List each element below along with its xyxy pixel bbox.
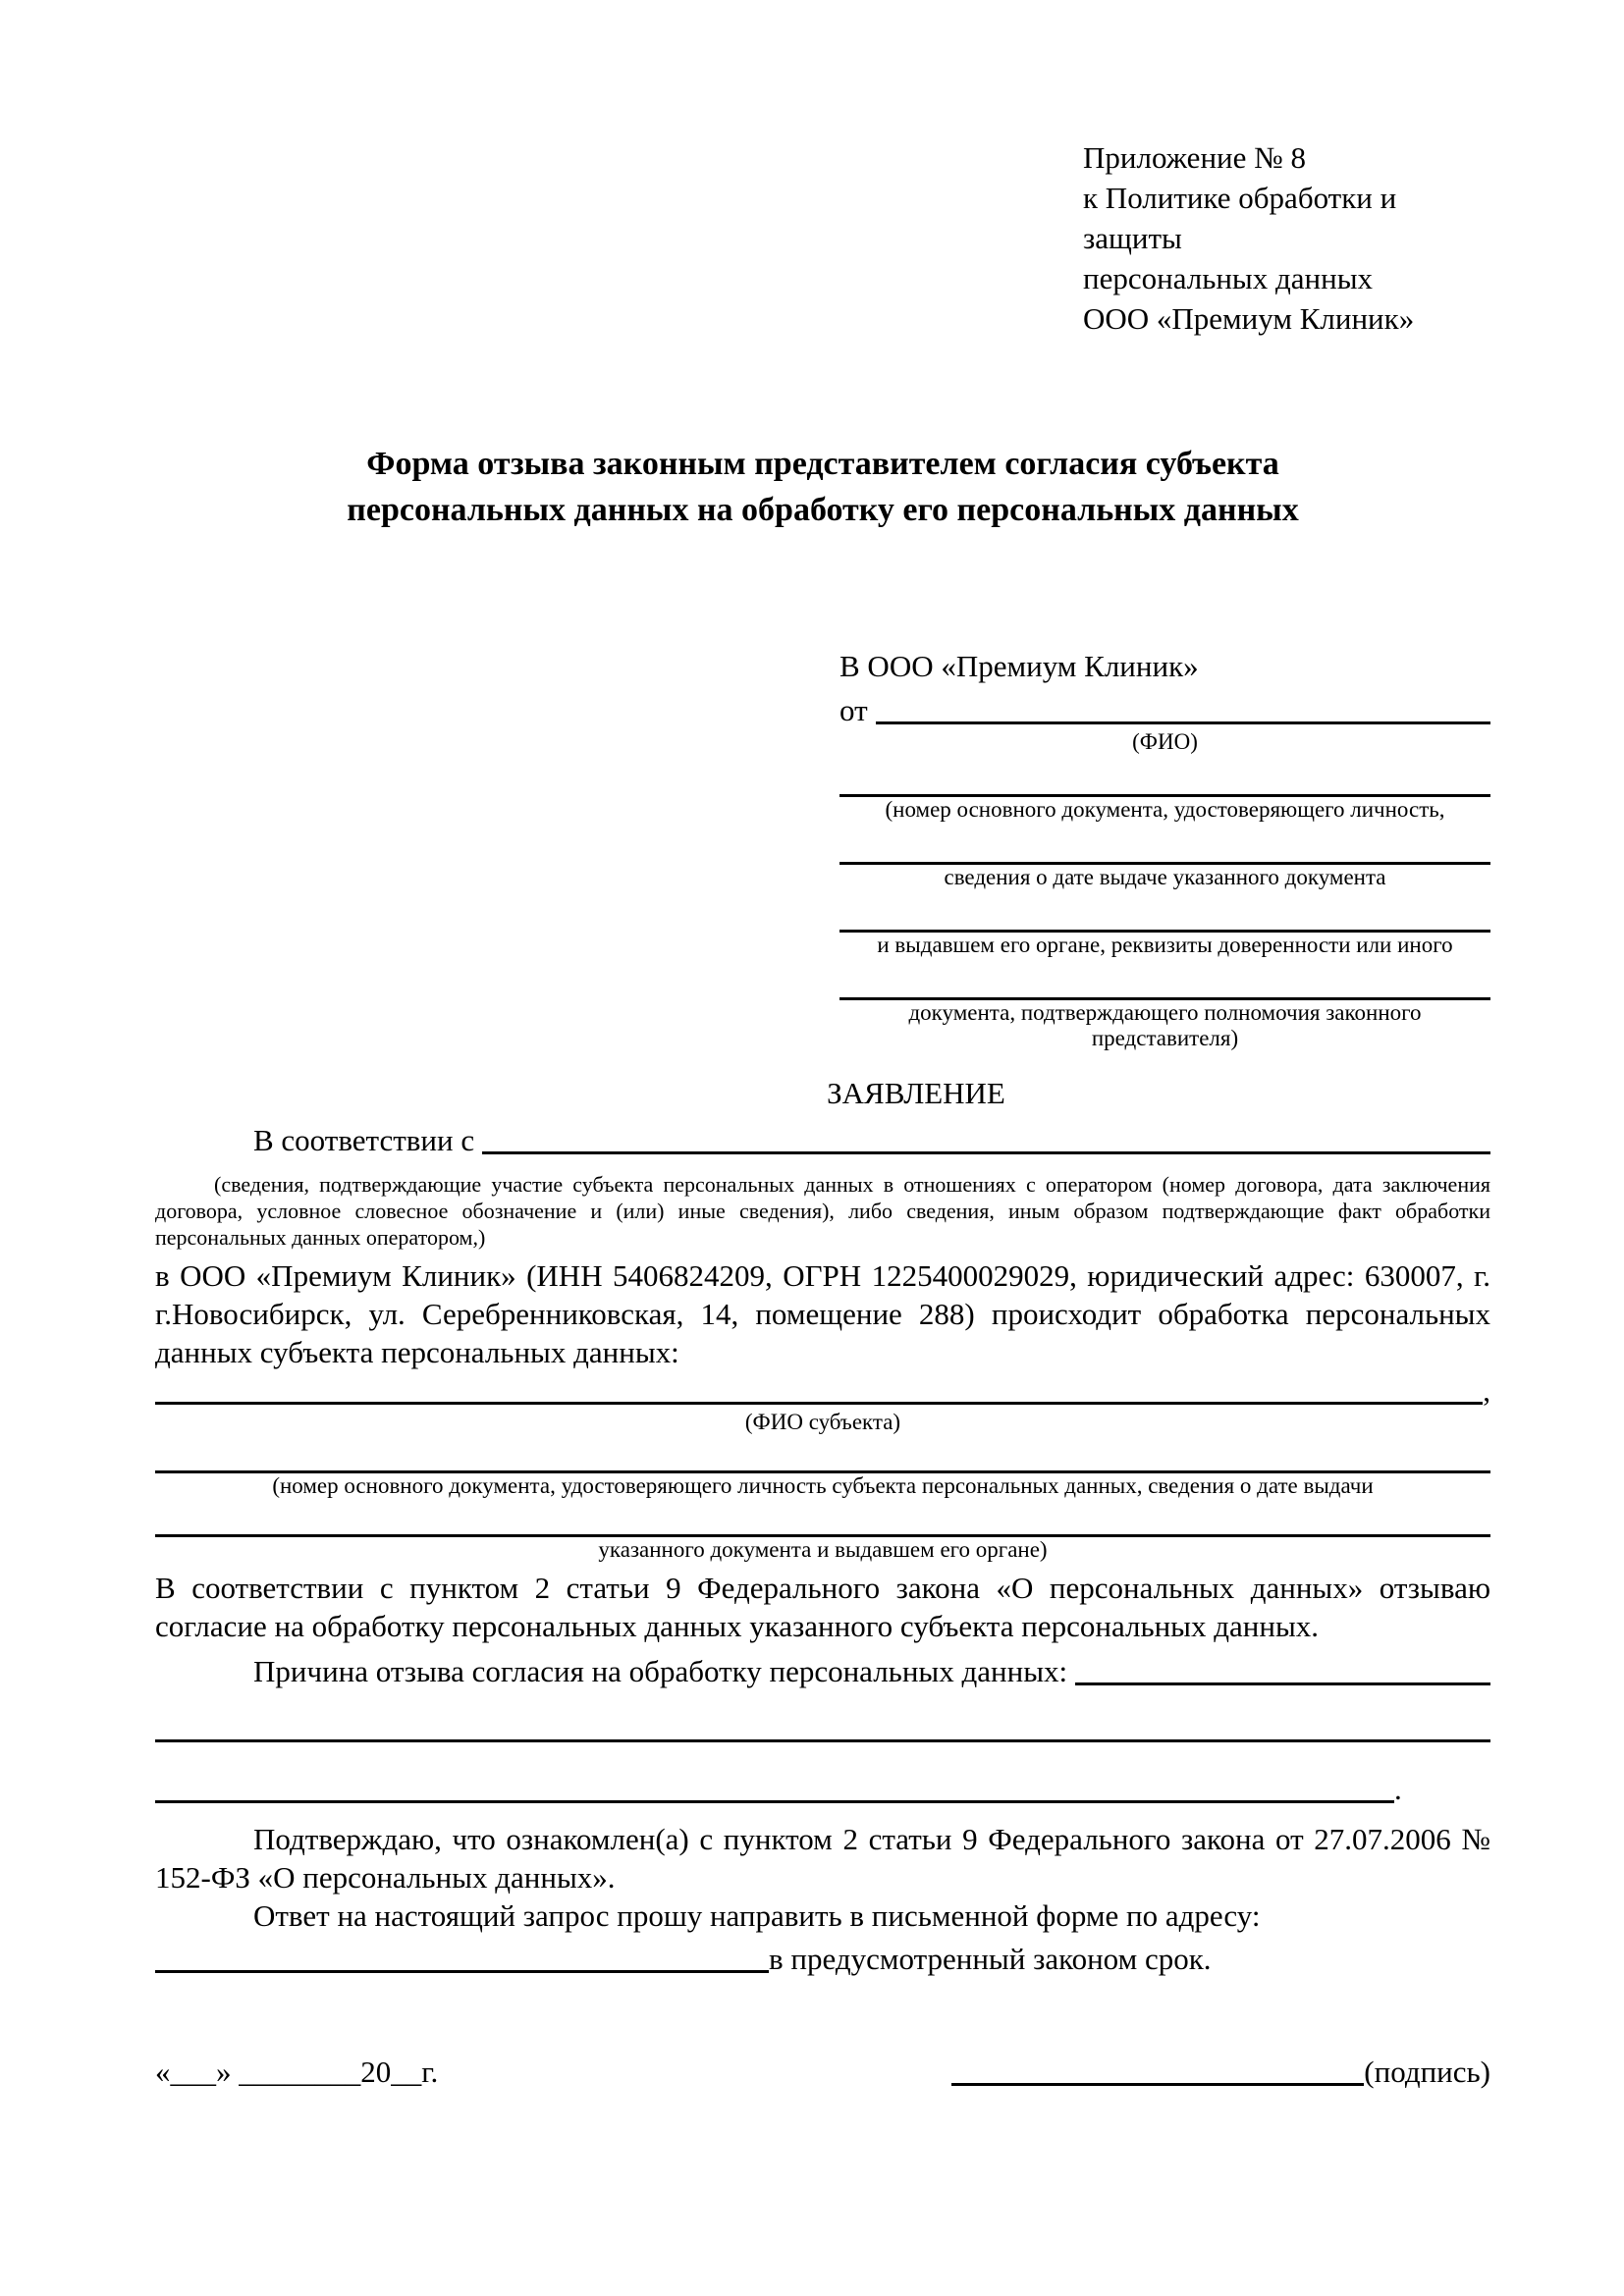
basis-note: (сведения, подтверждающие участие субъекта персональных данных в отношениях с оператором (номер договора, дата заключения договора, условное словесное обозначение и (или) иные сведения), либо сведения, иным образом подтверждающие факт обработки персональных данных оператором,) (155, 1172, 1490, 1250)
document-title-line-2: персональных данных на обработку его персональных данных (347, 492, 1299, 528)
footer-row (155, 2053, 1490, 2091)
representative-doc-blank-line (839, 755, 1490, 797)
basis-blank-line (482, 1121, 1490, 1154)
statement-heading: ЗАЯВЛЕНИЕ (827, 1076, 1005, 1110)
document-title (155, 441, 1490, 533)
reason-blank-line-3 (155, 1770, 1394, 1803)
document-title-line-1: Форма отзыва законным представителем согласия субъекта (366, 446, 1279, 482)
appendix-line: Приложение № 8 (1083, 140, 1306, 175)
reason-label: Причина отзыва согласия на обработку персональных данных: (253, 1654, 1068, 1688)
representative-doc-caption: и выдавшем его органе, реквизиты доверенности или иного (877, 933, 1453, 957)
appendix-line: ООО «Премиум Клиник» (1083, 301, 1415, 336)
from-label: от (839, 693, 868, 727)
basis-label: В соответствии с (253, 1123, 475, 1157)
basis-row (155, 1114, 1490, 1159)
reason-period: . (1394, 1772, 1402, 1806)
reason-blank-line (1075, 1652, 1490, 1685)
appendix-header (1083, 137, 1490, 339)
subject-doc-blank-line (155, 1435, 1490, 1473)
representative-doc-blank-line (839, 823, 1490, 865)
subject-doc-caption-1: (номер основного документа, удостоверяющего личность субъекта персональных данных, сведения о дате выдачи (272, 1473, 1374, 1498)
confirm-paragraph: Подтверждаю, что ознакомлен(а) с пунктом 2 статьи 9 Федерального закона от 27.07.2006 № 152-ФЗ «О персональных данных». (155, 1822, 1490, 1895)
representative-doc-caption: сведения о дате выдаче указанного документа (944, 865, 1386, 889)
reply-paragraph: Ответ на настоящий запрос прошу направить в письменной форме по адресу: (253, 1898, 1261, 1933)
date-field: «___» ________20__г. (155, 2055, 439, 2089)
withdrawal-paragraph: В соответствии с пунктом 2 статьи 9 Федерального закона «О персональных данных» отзываю согласие на обработку персональных данных указанного субъекта персональных данных. (155, 1571, 1490, 1643)
reason-blank-line-2 (155, 1716, 1490, 1742)
fio-caption: (ФИО) (1132, 729, 1198, 754)
subject-fio-row (155, 1371, 1490, 1410)
representative-doc-blank-line (839, 890, 1490, 933)
from-row (839, 686, 1490, 729)
reply-address-row (155, 1935, 1490, 1978)
subject-doc-caption-2: указанного документа и выдавшем его органе) (598, 1537, 1048, 1562)
reply-address-blank-line (155, 1940, 769, 1973)
signature-caption: (подпись) (1364, 2055, 1490, 2089)
subject-fio-trailing-comma: , (1483, 1373, 1490, 1408)
appendix-line: персональных данных (1083, 261, 1374, 295)
reply-tail-text: в предусмотренный законом срок. (769, 1942, 1212, 1976)
reason-row (155, 1645, 1490, 1690)
operator-paragraph: в ООО «Премиум Клиник» (ИНН 5406824209, ОГРН 1225400029029, юридический адрес: 630007, г. г.Новосибирск, ул. Серебренниковская, 14, помещение 288) происходит обработка персональных данных субъекта персональных данных: (155, 1258, 1490, 1369)
representative-doc-caption: (номер основного документа, удостоверяющего личность, (885, 797, 1445, 822)
signature-group (951, 2053, 1490, 2091)
reason-row-end (155, 1770, 1490, 1808)
subject-fio-caption: (ФИО субъекта) (744, 1410, 901, 1434)
signature-blank-line (951, 2053, 1364, 2086)
addressee-organization: В ООО «Премиум Клиник» (839, 649, 1199, 683)
subject-fio-blank-line (155, 1371, 1483, 1405)
subject-doc-blank-line (155, 1499, 1490, 1537)
addressee-block (839, 647, 1490, 1051)
appendix-line: к Политике обработки и защиты (1083, 181, 1397, 255)
representative-doc-caption: документа, подтверждающего полномочия законного представителя) (908, 1000, 1422, 1050)
representative-doc-blank-line (839, 958, 1490, 1000)
representative-fio-blank-line (876, 691, 1490, 724)
